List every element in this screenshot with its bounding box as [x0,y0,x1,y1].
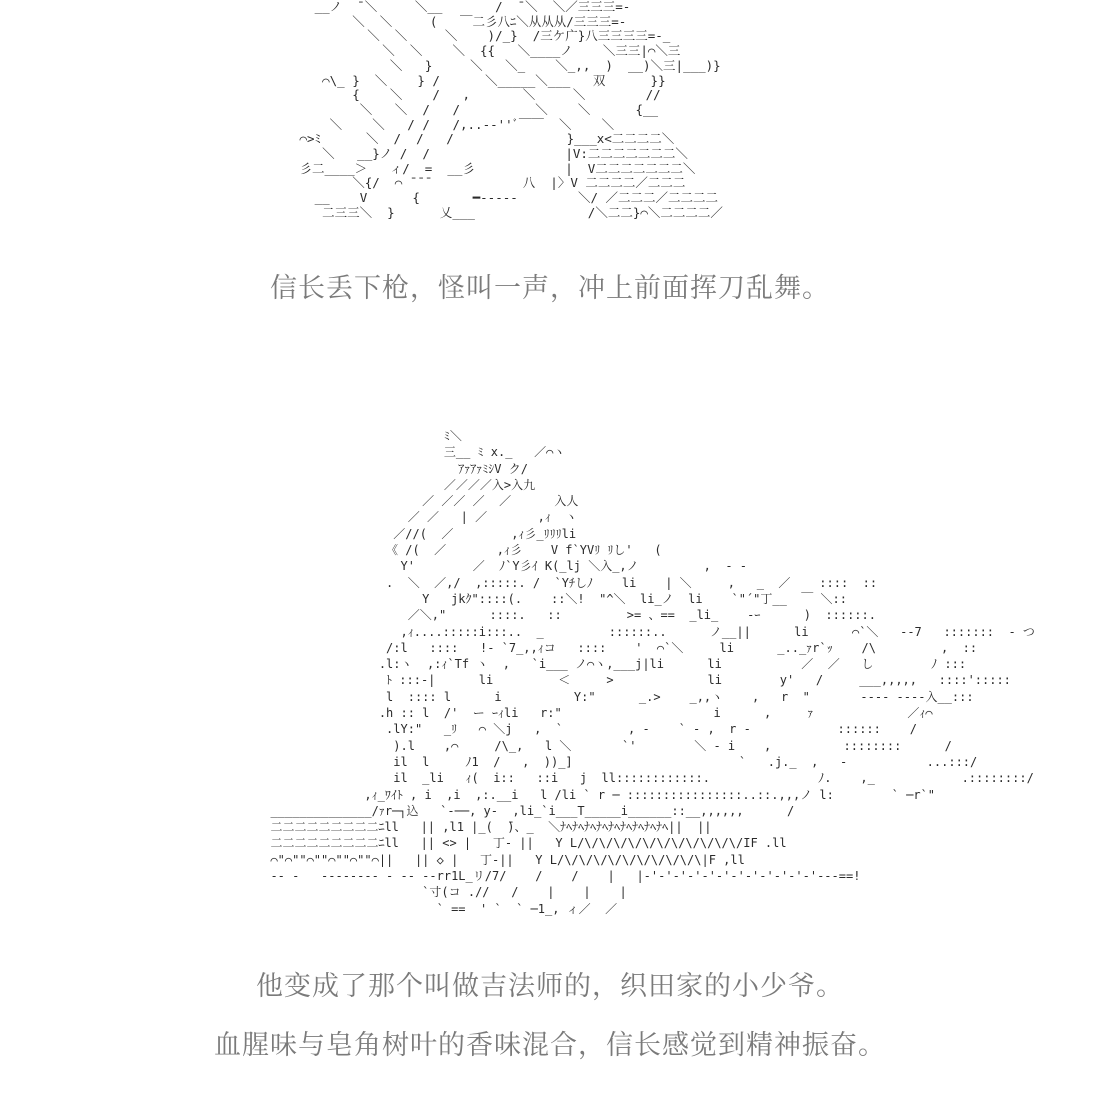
caption-line-1: 信长丢下枪，怪叫一声，冲上前面挥刀乱舞。 [270,273,830,304]
caption-line-3: 血腥味与皂角树叶的香味混合，信长感觉到精神振奋。 [214,1030,886,1061]
ascii-art-character-portrait: ﾐ＼ 三__ ﾐ x._ ／⌒ヽ ｱｧｱｧﾐｼV ク/ ／／／／入>入九 ／ ／／ ／ ／ 入人 ／ ／ | ／ ,ｨ ヽ ／//( ／ ,ｨ彡_ﾘﾘﾘli 《 /( ／ ,ｨ彡 V f`YVﾘ ﾘし' ( Y' ／ ﾉ`Y彡ｲ K(_lj ＼入_,ノ , - - . ＼ ／,/ ,:::::. / `Yﾁしﾉ li | ＼ , _ ／ :::: :: Y jkｸ"::::(. ::＼! "^＼ li_ノ li `"´"丁__ ￣ ＼:: ／＼," ::::. :: >= 、== _li_ -ｰ ) ::::::. ,ｨ....:::::i:::.. _ ::::::.. ノ__|| li ⌒`＼ --7 ::::::: - つ /:l :::: !- `7_,,ｨコ :::: ' ⌒`＼ li _.._ｧr`ｯ /\ , :: .l:ヽ ,:ｨ`Tf ヽ , `i___ ノ⌒ヽ,___j|li li ／ ／ し ﾉ ::: ﾄ :::-| li ＜ > li y' / ___,,,,, ::::'::::: l :::: l i Y:" _.> _,,ヽ , r " ---- ----入__::: .h :: l /' ー ｰｨli r:" i , ｧ ／ｨ⌒ .lY:" _ﾘ ⌒ ＼j , ` , - ` - , r - :::::: / ).l ,⌒ /\_, l ＼ `' ＼ - i , :::::::: / il l ﾉ1 / , ))_] ` .j._ , - ...:::/ il _li ｨ( i:: ::i j ll::::::::::::. ﾉ. ,_ .::::::::/ ,ｨ_ﾜｲﾄ , i ,i ,:.__i l /li ` r ─ ::::::::::::::::..::.,,,ノ l: ` ─r`" ______________/ｧr─┐込 `-──, y- ,li_`i___T_____i______::__,,,,,, / 二二二二二二二二二ﾆll || ,l1 |_( ̄)、_ ＼ﾅﾍﾅﾍﾅﾍﾅﾍﾅﾍﾅﾍﾅﾍﾅﾍﾅﾍ|| || 二二二二二二二二二ﾆll || <> | 丁- || Y L/\/\/\/\/\/\/\/\/\/\/\/IF .ll ⌒"⌒""⌒""⌒""⌒""⌒|| || ◇ | 丁-|| Y L/\/\/\/\/\/\/\/\/\/\|F ,ll -- - -------- - -- --rr1L_リ/7/ / / | |-'-'-'-'-'-'-'-'-'-'-'-'---==! `寸(コ .// / | | | ` == ' ` ` ─1_, ィ／ ／ [270,429,1035,916]
caption-line-2: 他变成了那个叫做吉法师的，织田家的小少爷。 [256,971,844,1002]
ascii-art-battle-scene: __ノ ̄ ＼ ＼__ / ̄ ＼ ＼／三三三=- ＼ ＼ ( ￣二彡八ﾆ＼从从从/三三三=- ＼ ＼ ＼ )/_} /三ケ广}八三三三三=-_ ＼ ＼ ＼ {{ ＼____ノ ＼三三|⌒＼三 ＼ } ＼ ＼_ ＼_,, ) __)＼三|___)} ⌒\_ } ＼ } / ＼_____＼___ 双 }} { ＼ / , ＼ ＼ // ＼ ＼ / / ＼ ＼ {__ ＼ ＼ / / /,..-‐''ﾞ￣￣ ＼ ＼ ⌒>ﾐ ＼ / / / }___x<二二二二＼ ＼ __}ノ / / |V:二二二二二二二＼ 彡二____＞ ィ/ = __彡 | V二二二二二二二＼ ＼{/ ⌒ ̄ ̄ ̄ 八 |〉V 二二二二／二二二 __ V { ━----- ＼/ ／二二二／二二二二 二三三＼ } 乂___ /＼二二}⌒＼二二二二／ [299,0,723,220]
